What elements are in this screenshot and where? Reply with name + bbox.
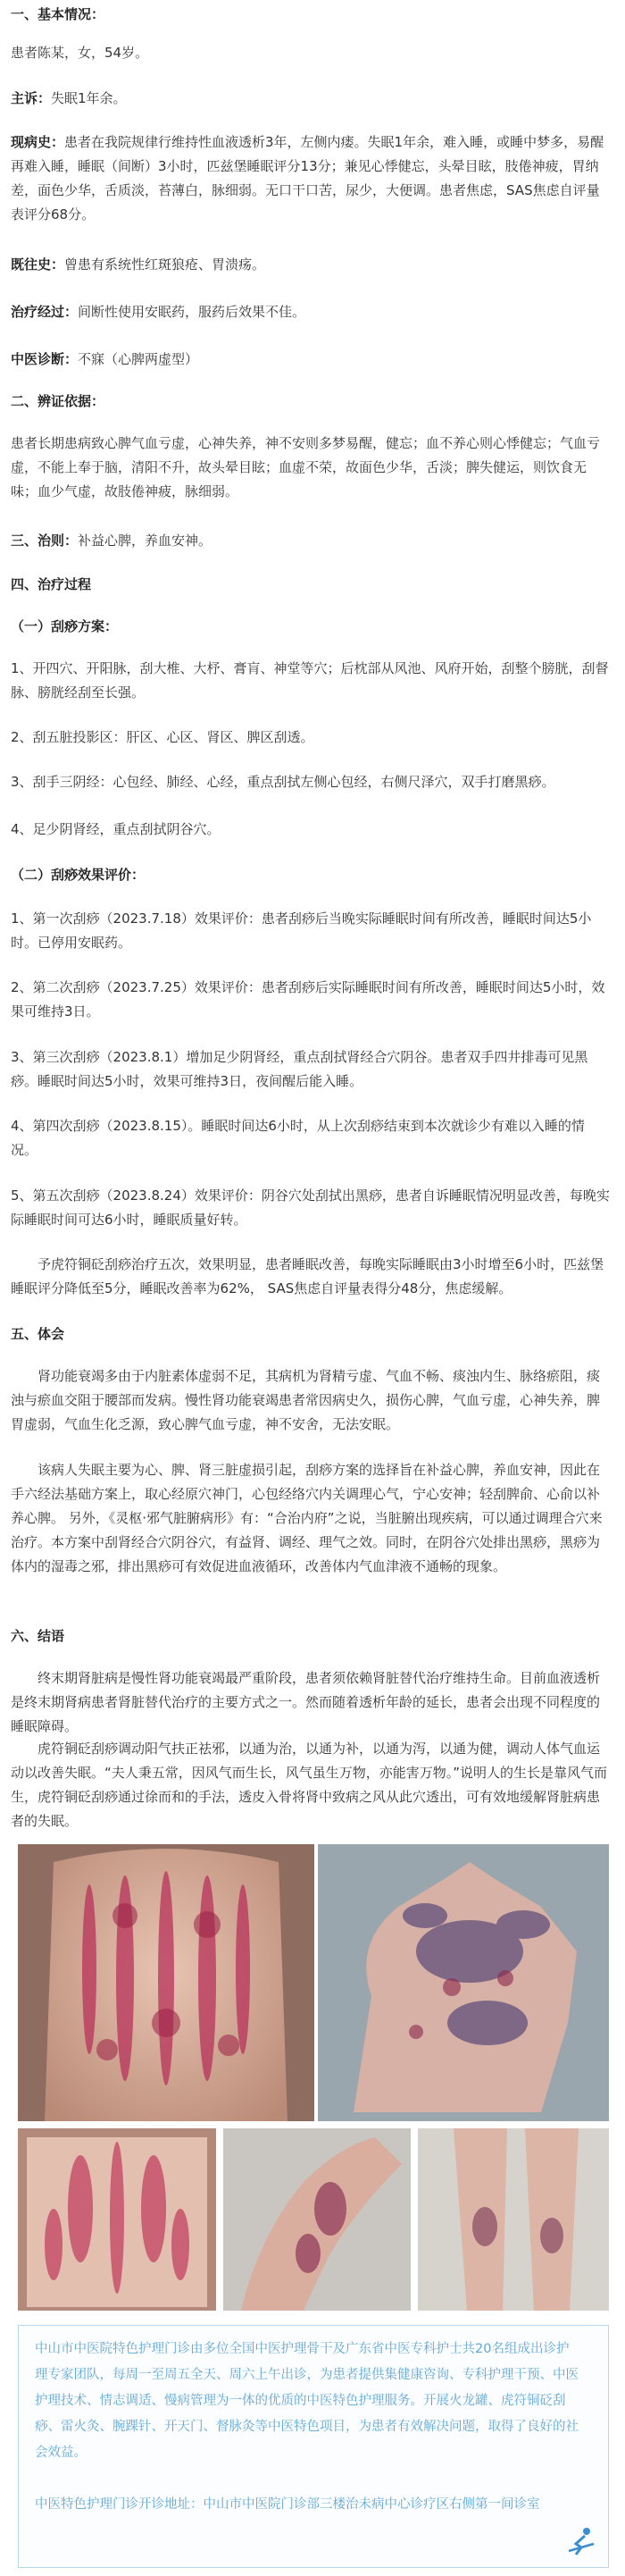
- reflection-paragraph: 肾功能衰竭多由于内脏素体虚弱不足，其病机为肾精亏虚、气血不畅、痰浊内生、脉络瘀阻，痰浊与瘀血交阻于腰部而发病。慢性肾功能衰竭患者常因病史久，损伤心脾，气血亏虚，心神失养，脾胃虚弱，气血生化乏源，致心脾气血亏虚，神不安舍，无法安眠。: [11, 1368, 601, 1432]
- photo-upper-back: [18, 2128, 216, 2311]
- conclusion-paragraph: 终末期肾脏病是慢性肾功能衰竭最严重阶段，患者须依赖肾脏替代治疗维持生命。目前血液透析是终末期肾病患者肾脏替代治疗的主要方式之一。然而随着透析年龄的延长，患者会出现不同程度的睡眠障碍。: [11, 1670, 601, 1734]
- plan-item: 1、开四穴、开阳脉，刮大椎、大杼、膏肓、神堂等穴；后枕部从风池、风府开始，刮整个膀胱，刮督脉、膀胱经刮至长强。: [11, 660, 609, 701]
- process-summary: 予虎符铜砭刮痧治疗五次，效果明显，患者睡眠改善，每晚实际睡眠由3小时增至6小时，匹兹堡睡眠评分降低至5分，睡眠改善率为62%， SAS焦虑自评量表得分48分，焦虑缓解。: [11, 1256, 604, 1296]
- eval-item: 4、第四次刮痧（2023.8.15）。睡眠时间达6小时，从上次刮痧结束到本次就诊少有难以入睡的情况。: [11, 1118, 585, 1158]
- section-basic-heading: 一、基本情况：: [11, 6, 105, 22]
- section-process-heading: 四、治疗过程: [11, 576, 92, 592]
- conclusion-paragraph: 虎符铜砭刮痧调动阳气扶正祛邪，以通为治，以通为补，以通为泻，以通为健，调动人体气血运动以改善失眠。“夫人秉五常，因风气而生长，风气虽生万物，亦能害万物。”说明人的生长是靠风气而生，虎符铜砭刮痧通过徐而和的手法，透皮入骨将肾中致病之风从此穴透出，可有效地缓解肾脏病患者的失眠。: [11, 1741, 608, 1829]
- plan-item: 4、足少阴肾经，重点刮拭阴谷穴。: [11, 821, 221, 837]
- section-conclusion-heading: 六、结语: [11, 1628, 65, 1644]
- treatment-history: 治疗经过：间断性使用安眠药，服药后效果不佳。: [11, 304, 306, 320]
- photo-back-scraping: [18, 1844, 314, 2121]
- section-basis-heading: 二、辨证依据：: [11, 393, 105, 409]
- basis-text: 患者长期患病致心脾气血亏虚，心神失养，神不安则多梦易醒，健忘；血不养心则心悸健忘；气血亏虚，不能上奉于脑，清阳不升，故头晕目眩；血虚不荣，故面色少华，舌淡；脾失健运，则饮食无味；血少气虚，故肢倦神疲，脉细弱。: [11, 435, 601, 499]
- reflection-paragraph: 该病人失眠主要为心、脾、肾三脏虚损引起，刮痧方案的选择旨在补益心脾，养血安神，因此在手六经法基础方案上，取心经原穴神门，心包经络穴内关调理心气，宁心安神；轻刮脾俞、心俞以补养心脾。 另外，《灵枢·邪气脏腑病形》有：“合治内府”之说，当脏腑出现疾病，可以通过调理合穴来治疗。本方案中刮肾经合穴阴谷穴，有益肾、调经、理气之效。同时，在阴谷穴处排出黑痧，黑痧为体内的湿毒之邪，排出黑痧可有效促进血液循环，改善体内气血津液不通畅的现象。: [11, 1462, 603, 1574]
- past-history: 既往史：曾患有系统性红斑狼疮、胃溃疡。: [11, 256, 266, 273]
- tcm-diagnosis: 中医诊断：不寐（心脾两虚型）: [11, 351, 199, 367]
- photo-hand-scraping: [318, 1844, 609, 2121]
- skier-icon: [563, 2524, 599, 2560]
- present-history: 现病史：患者在我院规律行维持性血液透析3年，左侧内瘘。失眠1年余，难入睡，或睡中梦多，易醒再难入睡，睡眠（间断）3小时，匹兹堡睡眠评分13分；兼见心悸健忘，头晕目眩，肢倦神疲，胃纳差，面色少华，舌质淡，苔薄白，脉细弱。无口干口苦，尿少，大便调。患者焦虑，SAS焦虑自评量表评分68分。: [11, 134, 604, 222]
- photo-legs: [418, 2128, 609, 2311]
- plan-item: 2、刮五脏投影区：肝区、心区、肾区、脾区刮透。: [11, 729, 314, 745]
- eval-item: 5、第五次刮痧（2023.8.24）效果评价：阴谷穴处刮拭出黑痧，患者自诉睡眠情况明显改善，每晚实际睡眠时间可达6小时，睡眠质量好转。: [11, 1187, 610, 1228]
- eval-item: 1、第一次刮痧（2023.7.18）效果评价：患者刮痧后当晚实际睡眠时间有所改善，睡眠时间达5小时。已停用安眠药。: [11, 910, 592, 951]
- photo-forearm: [223, 2128, 411, 2311]
- treatment-principle: 三、治则：补益心脾，养血安神。: [11, 533, 212, 549]
- eval-heading: （二）刮痧效果评价：: [11, 867, 146, 883]
- plan-item: 3、刮手三阴经：心包经、肺经、心经，重点刮拭左侧心包经，右侧尺泽穴，双手打磨黑痧。: [11, 774, 555, 790]
- plan-heading: （一）刮痧方案：: [11, 618, 119, 634]
- section-reflection-heading: 五、体会: [11, 1326, 65, 1342]
- eval-item: 2、第二次刮痧（2023.7.25）效果评价：患者刮痧后实际睡眠时间有所改善，睡眠时间达5小时，效果可维持3日。: [11, 979, 605, 1019]
- clinic-address: 中医特色护理门诊开诊地址：中山市中医院门诊部三楼治未病中心诊疗区右侧第一间诊室: [35, 2497, 540, 2512]
- clinic-intro: 中山市中医院特色护理门诊由多位全国中医护理骨干及广东省中医专科护士共20名组成出诊护理专家团队，每周一至周五全天、周六上午出诊，为患者提供集健康咨询、专科护理干预、中医护理技术、情志调适、慢病管理为一体的优质的中医特色护理服务。开展火龙罐、虎符铜砭刮痧、雷火灸、腕踝针、开天门、督脉灸等中医特色项目，为患者有效解决问题，取得了良好的社会效益。: [35, 2342, 579, 2460]
- patient-info: 患者陈某，女，54岁。: [11, 45, 149, 61]
- eval-item: 3、第三次刮痧（2023.8.1）增加足少阴肾经，重点刮拭肾经合穴阴谷。患者双手四井排毒可见黑痧。睡眠时间达5小时，效果可维持3日，夜间醒后能入睡。: [11, 1049, 588, 1089]
- clinic-info-box: [18, 2325, 609, 2568]
- chief-complaint: 主诉：失眠1年余。: [11, 90, 127, 106]
